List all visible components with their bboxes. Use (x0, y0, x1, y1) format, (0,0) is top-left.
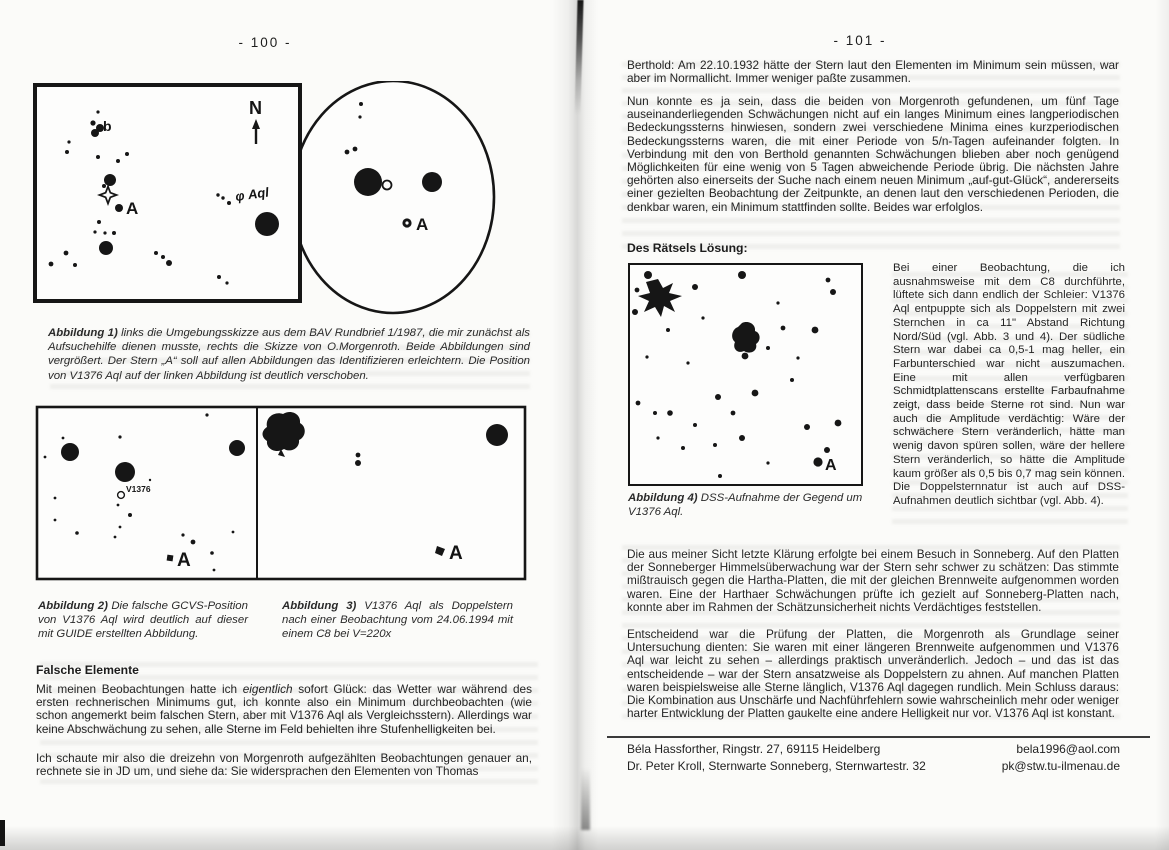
fig1-bav-square (35, 85, 300, 301)
section-heading-falsche-elemente: Falsche Elemente (36, 663, 139, 677)
caption-lead: Abbildung 3) (282, 600, 357, 612)
scan-bottom-shadow (0, 826, 1169, 850)
v1376-position-marker (118, 492, 125, 499)
footer-divider (607, 736, 1150, 738)
fig1-morgenroth-circle (292, 81, 494, 313)
page-fold-shadow (552, 0, 598, 850)
variable-star-marker (383, 181, 392, 190)
figure-1-caption (48, 326, 530, 383)
fig1-star-a-label: A (126, 199, 139, 218)
caption-text: DSS-Aufnahme der Gegend um V1376 Aql. (628, 492, 863, 519)
figure-4-dss-image (628, 263, 864, 487)
figure-2-caption (38, 599, 248, 642)
footer-contacts (627, 741, 1120, 774)
fig2-v1376-label: V1376 (126, 484, 151, 494)
page-fold-bottom-shadow (581, 768, 590, 830)
paragraph: Entscheidend war die Prüfung der Platten, die Morgenroth als Grundlage seiner Untersuchung dienten: Sie waren mit einer längeren Brennweite aufgenommen und V1376 Aql war leicht zu sehen – allerdings praktisch unveränderlich. Jedoch – und das ist das entscheidende – war der Stern ansatzweise als Doppelstern zu ahnen. Auf manchen Platten waren beispielsweise alle Sterne länglich, V1376 Aql dagegen rundlich. Mein Schluss daraus: Die Kombination aus Unschärfe und Nachführfehlern sowie wahrscheinlich mehr oder weniger harter Entwicklung der Platten gaukelte eine andere Helligkeit nur vor. V1376 Aql ist konstant. (627, 627, 1119, 721)
caption-text: links die Umgebungsskizze aus dem BAV Rundbrief 1/1987, die mir zunächst als Aufsuchehilfe dienen musste, rechts die Skizze von O.Morgenroth. Beide Abbildungen sind vergrößert. Der Stern „A“ soll auf allen Abbildungen das Identifizieren erleichtern. Die Position von V1376 Aql auf der linken Abbildung ist deutlich verschoben. (48, 327, 530, 382)
fig4-star-a-label: A (825, 457, 837, 474)
author-email: pk@stw.tu-ilmenau.de (1001, 758, 1120, 773)
caption-text: V1376 Aql als Doppelstern nach einer Beobachtung vom 24.06.1994 mit einem C8 bei V=220x (282, 600, 513, 641)
caption-text: Die falsche GCVS-Position von V1376 Aql wird deutlich auf dieser mit GUIDE erstellten Abbildung. (38, 600, 248, 641)
footer-line (627, 741, 1120, 758)
author-email: bela1996@aol.com (1016, 742, 1120, 756)
paragraph: Berthold: Am 22.10.1932 hätte der Stern laut den Elementen im Minimum sein müssen, war aber im Normallicht. Immer weniger paßte zusammen. (627, 58, 1119, 86)
fig2-star-a-label: A (177, 550, 191, 571)
author-address: Dr. Peter Kroll, Sternwarte Sonneberg, Sternwartestr. 32 (627, 758, 926, 773)
side-column-paragraph: Bei einer Beobachtung, die ich ausnahmsweise mit dem C8 durchführte, lüftete sich dann endlich der Schleier: V1376 Aql entpuppte sich als Doppelstern mit zwei Sternchen in ca 11" Abstand Richtung Nord/Süd (vgl. Abb. 3 und 4). Der südliche Stern war dabei ca 0,5-1 mag heller, ein Farbunterschied war nicht auszumachen. Eine mit allen verfügbaren Schmidtplattenscans erstellte Farbaufnahme zeigt, dass beide Sterne rot sind. Nun war auch die Amplitude verdächtig: Wäre der schwächere Stern veränderlich, hätte man wenig davon spüren sollen, wäre der hellere Stern veränderlich, so hätte die Amplitude kaum größer als 0,5 bis 0,7 mag sein können. Die Doppelsternnatur ist auch auf DSS-Aufnahmen deutlich sichtbar (vgl. Abb. 4). (893, 262, 1125, 507)
paragraph (36, 683, 532, 736)
figure-4-caption (628, 491, 871, 519)
paragraph: Die aus meiner Sicht letzte Klärung erfolgte bei einem Besuch in Sonneberg. Auf den Platten der Sonneberger Himmelsüberwachung war der Stern sehr schwer zu schätzen: Das stimmte mißtrauisch gegen die Hartha-Platten, die mit der gleichen Brennweite aufgenommen worden waren. Eine der Harthaer Schwächungen prüfte ich gezielt auf Sonneberg-Platten nach, konnte aber im Rahmen der Schätzunsicherheit nichts Verdächtiges feststellen. (627, 547, 1119, 614)
page-number-left: - 100 - (238, 35, 292, 50)
fig1-circle-star-a-label: A (416, 215, 429, 234)
paragraph-text: Mit meinen Beobachtungen hatte ich (36, 682, 243, 696)
page-number-right: - 101 - (833, 33, 887, 48)
fig3-star-a-label: A (449, 543, 463, 564)
figure-3-caption (282, 599, 513, 642)
scan-edge-mark (0, 820, 5, 846)
caption-lead: Abbildung 2) (38, 600, 108, 612)
section-heading-des-raetsels-loesung: Des Rätsels Lösung: (627, 241, 748, 255)
author-address: Béla Hassforther, Ringstr. 27, 69115 Heidelberg (627, 742, 881, 756)
footer-line (627, 758, 1120, 775)
figure-1-finder-charts (33, 81, 499, 323)
paragraph-text-italic: eigentlich (242, 682, 293, 696)
fig1-star-b-label: b (103, 118, 112, 134)
paragraph: Ich schaute mir also die dreizehn von Morgenroth aufgezählten Beobachtungen genauer an, rechnete sie in JD um, und siehe da: Sie widersprachen den Elementen von Thomas (36, 751, 532, 779)
fig1-north-label: N (249, 98, 262, 118)
fig1-phi-aql-label: φ Aql (234, 184, 270, 204)
scan-right-vignette (1155, 0, 1169, 850)
page-fold-dark-tip (574, 0, 583, 115)
paragraph: Nun konnte es ja sein, dass die beiden von Morgenroth gefundenen, um fünf Tage auseinanderliegenden Schwächungen nicht auf ein langes Minimum eines langperiodischen Bedeckungssterns hinwiesen, sondern zwei verschiedene Minima eines kurzperiodischen Bedeckungssterns waren, die mit einer Periode von 5/n-Tagen aufeinander folgten. In Verbindung mit den von Berthold genannten Schwächungen blieben aber noch genügend Möglichkeiten für eine wenig von 5 Tagen abweichende Periode übrig. Die nächsten Jahre gehörten also einerseits der Suche nach einem neuen Minimum „auf-gut-Glück“, andererseits einer gezielten Beobachtung der Zeitpunkte, an denen laut den verschiedenen Perioden, die denkbar waren, ein Minimum stattfinden sollte. Beides war erfolglos. (627, 94, 1119, 214)
caption-lead: Abbildung 4) (628, 492, 698, 504)
figure-2-3-panels (35, 405, 527, 581)
caption-lead: Abbildung 1) (48, 327, 118, 339)
paragraph-text: sofort Glück: das Wetter war während des ersten rechnerischen Minimums gut, ich konnte also ein Minimum durchbeobachten (wie schon angemerkt beim falschen Stern, aber mit V1376 Aql als Vergleichsstern). Allerdings war keine Abschwächung zu sehen, alle Sterne im Feld behielten ihre Stufenhelligkeiten bei. (36, 682, 532, 736)
